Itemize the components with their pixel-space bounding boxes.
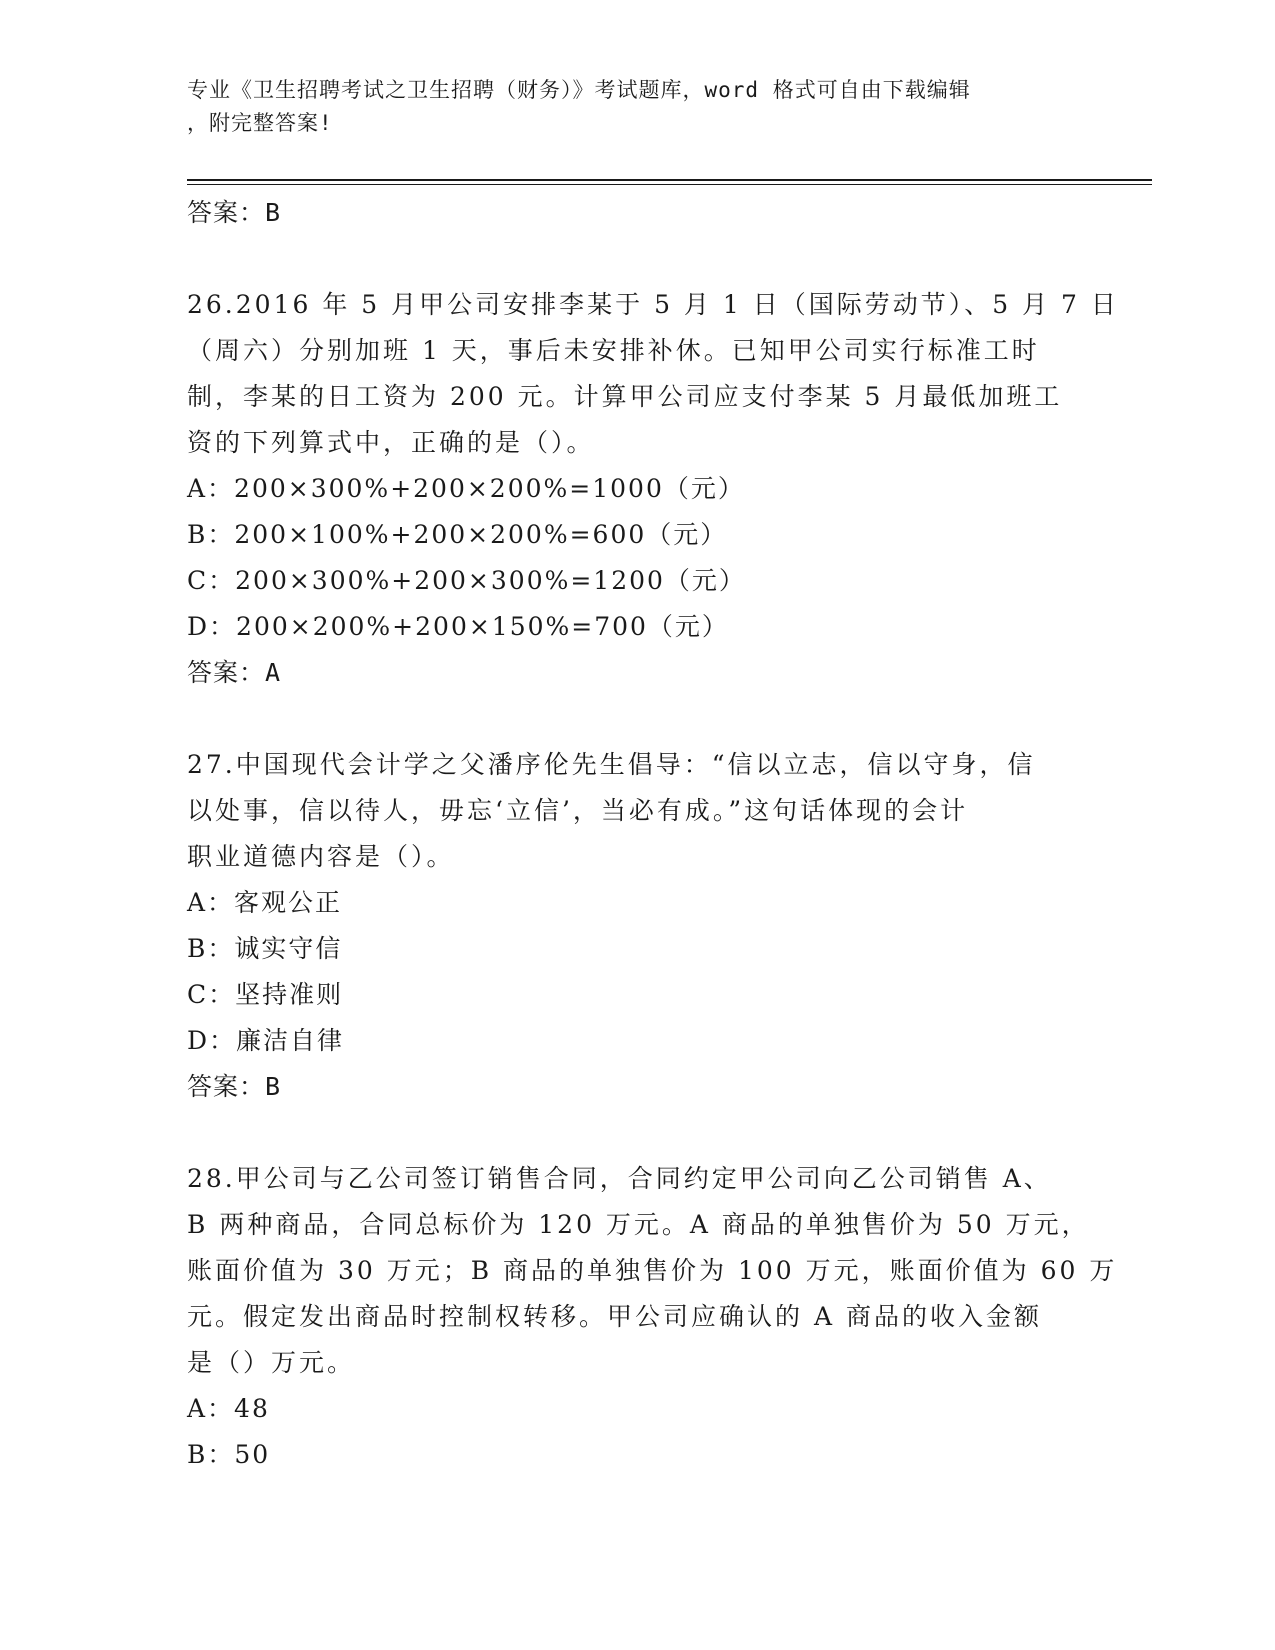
question-text-line: 26.2016 年 5 月甲公司安排李某于 5 月 1 日（国际劳动节）、5 月 7 日 xyxy=(187,290,1119,319)
question-text-line: 职业道德内容是（）。 xyxy=(187,842,455,871)
spacer xyxy=(187,236,1087,282)
option-d: D：200×200%+200×150%=700（元） xyxy=(187,612,729,641)
question-27 xyxy=(187,742,1087,1110)
document-body xyxy=(187,190,1119,1478)
option-b: B：200×100%+200×200%=600（元） xyxy=(187,520,728,549)
option-a: A：200×300%+200×200%=1000（元） xyxy=(187,474,745,503)
option-d: D：廉洁自律 xyxy=(187,1026,345,1055)
question-28 xyxy=(187,1156,1118,1478)
header-rule-thick xyxy=(187,179,1152,181)
question-text-line: 制，李某的日工资为 200 元。计算甲公司应支付李某 5 月最低加班工 xyxy=(187,382,1063,411)
option-b: B：50 xyxy=(187,1440,271,1469)
spacer xyxy=(187,1110,1087,1156)
question-text-line: 账面价值为 30 万元；B 商品的单独售价为 100 万元，账面价值为 60 万 xyxy=(187,1256,1118,1285)
document-header xyxy=(187,74,1087,140)
option-a: A：48 xyxy=(187,1394,270,1423)
header-rule-thin xyxy=(187,184,1152,185)
option-c: C：200×300%+200×300%=1200（元） xyxy=(187,566,746,595)
option-c: C：坚持准则 xyxy=(187,980,344,1009)
question-text-line: 是（）万元。 xyxy=(187,1348,356,1377)
question-text-line: 资的下列算式中，正确的是（）。 xyxy=(187,428,595,457)
spacer xyxy=(187,696,1087,742)
question-text-line: 元。假定发出商品时控制权转移。甲公司应确认的 A 商品的收入金额 xyxy=(187,1302,1042,1331)
answer: 答案：A xyxy=(187,658,282,687)
question-text-line: 28.甲公司与乙公司签订销售合同，合同约定甲公司向乙公司销售 A、 xyxy=(187,1164,1052,1193)
question-text-line: 27.中国现代会计学之父潘序伦先生倡导：“信以立志，信以守身，信 xyxy=(187,750,1036,779)
answer: 答案：B xyxy=(187,1072,282,1101)
question-26 xyxy=(187,282,1119,696)
question-text-line: B 两种商品，合同总标价为 120 万元。A 商品的单独售价为 50 万元， xyxy=(187,1210,1090,1239)
option-a: A：客观公正 xyxy=(187,888,343,917)
header-line-1: 专业《卫生招聘考试之卫生招聘（财务）》考试题库，word 格式可自由下载编辑 xyxy=(187,78,971,102)
question-text-line: （周六）分别加班 1 天，事后未安排补休。已知甲公司实行标准工时 xyxy=(187,336,1040,365)
header-line-2: ，附完整答案! xyxy=(187,111,333,135)
option-b: B：诚实守信 xyxy=(187,934,343,963)
answer-previous: 答案：B xyxy=(187,198,282,227)
question-text-line: 以处事，信以待人，毋忘‘立信’，当必有成。”这句话体现的会计 xyxy=(187,796,969,825)
